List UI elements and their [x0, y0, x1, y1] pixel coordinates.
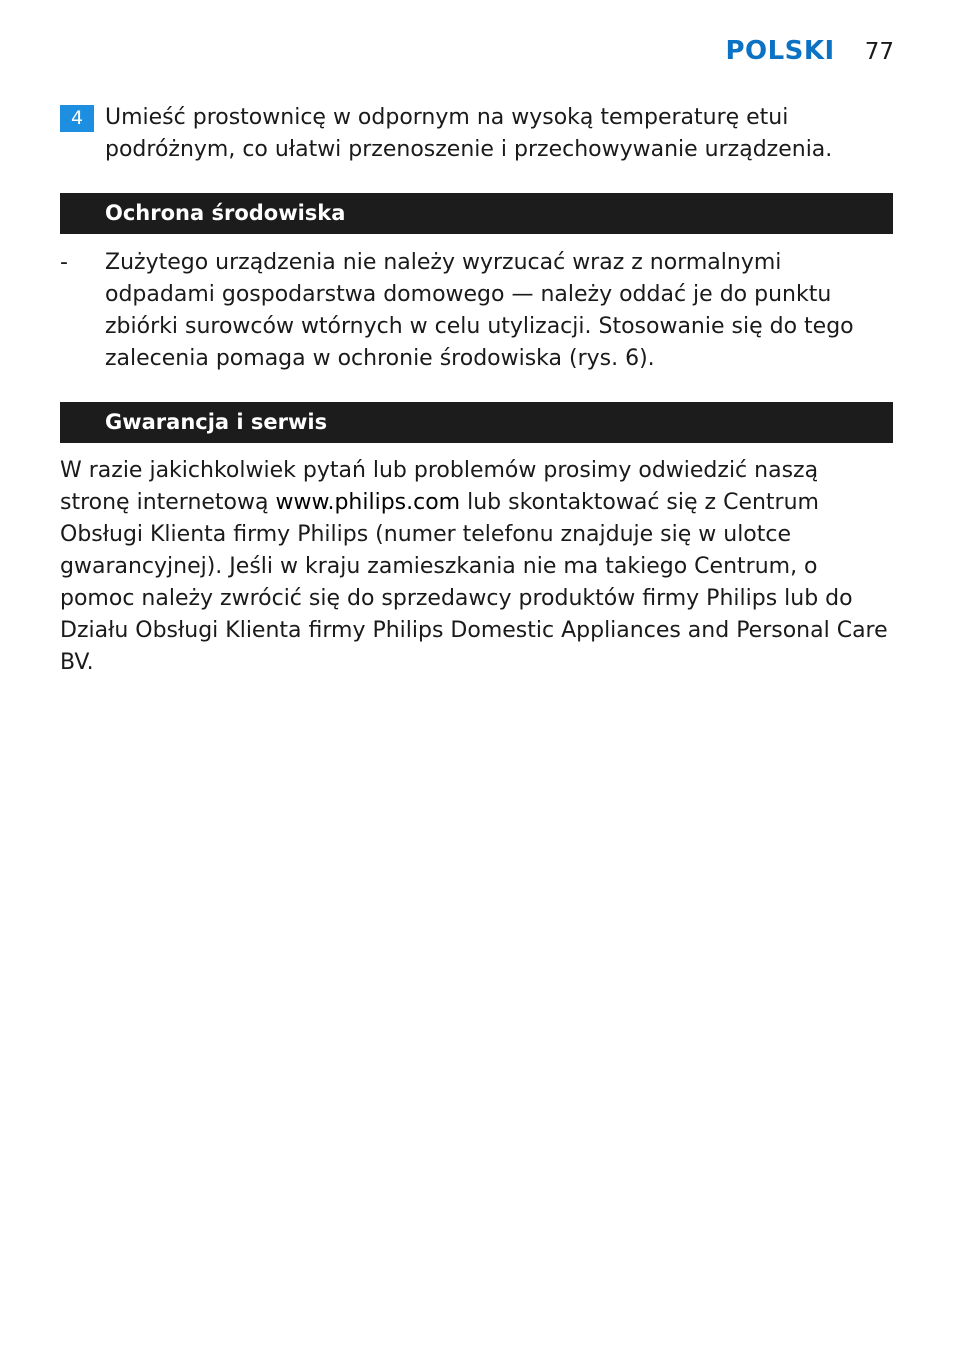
bullet-item-environment: [60, 247, 894, 375]
step-number-badge: 4: [60, 105, 94, 132]
section-heading-warranty: Gwarancja i serwis: [60, 402, 893, 443]
warranty-text-end: lub skontaktować się z Centrum Obsługi Klienta firmy Philips (numer telefonu znajduje się w ulotce gwarancyjnej). Jeśli w kraju zamieszkania nie ma takiego Centrum, o pomoc należy zwrócić się do sprzedawcy produktów firmy Philips lub do Działu Obsługi Klienta firmy Philips Domestic Appliances and Personal Care BV.: [60, 490, 888, 675]
warranty-paragraph: [60, 455, 894, 679]
page-header: [725, 36, 894, 66]
page-number: 77: [864, 39, 894, 65]
section-heading-environment: Ochrona środowiska: [60, 193, 893, 234]
philips-website-link[interactable]: www.philips.com: [275, 490, 461, 515]
language-label: POLSKI: [725, 36, 835, 66]
bullet-marker: -: [60, 250, 68, 275]
step-4: [60, 102, 894, 166]
step-text: Umieść prostownicę w odpornym na wysoką temperaturę etui podróżnym, co ułatwi przenoszenie i przechowywanie urządzenia.: [105, 105, 833, 162]
bullet-text: Zużytego urządzenia nie należy wyrzucać wraz z normalnymi odpadami gospodarstwa domowego — należy oddać je do punktu zbiórki surowców wtórnych w celu utylizacji. Stosowanie się do tego zalecenia pomaga w ochronie środowiska (rys. 6).: [105, 250, 854, 371]
warranty-text-start: W razie jakichkolwiek pytań lub problemów prosimy odwiedzić naszą stronę internetową: [60, 458, 819, 515]
